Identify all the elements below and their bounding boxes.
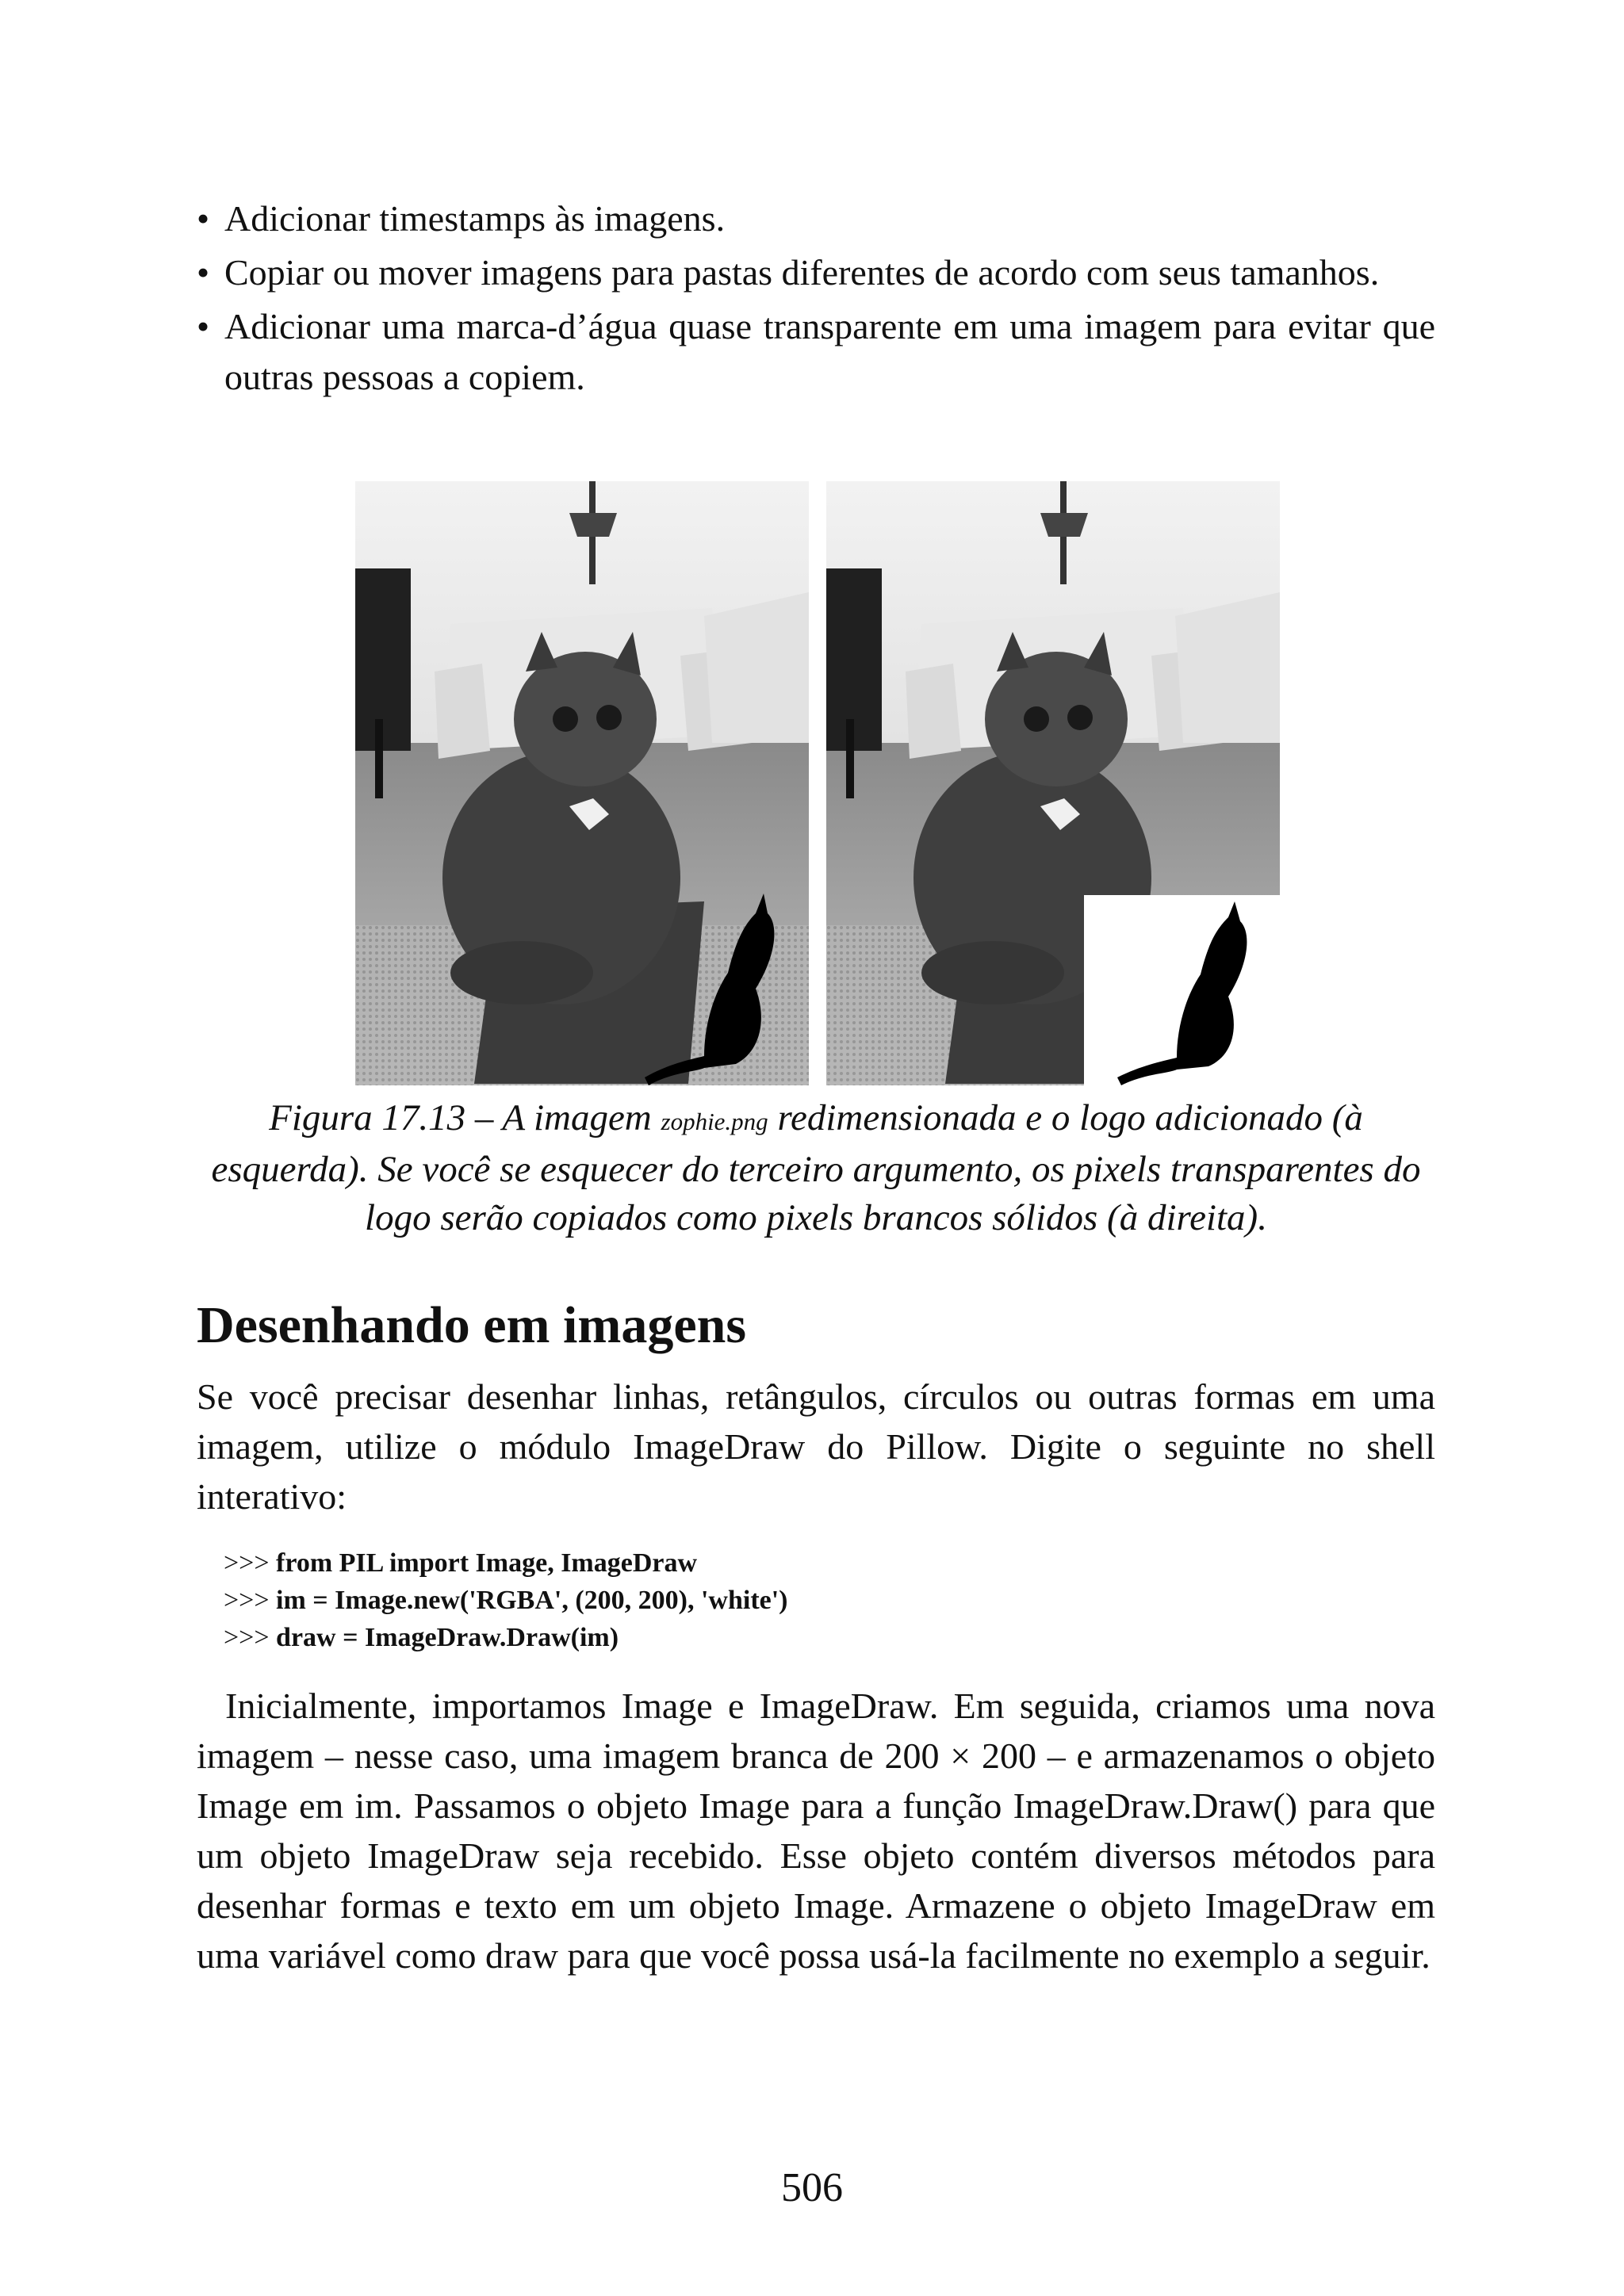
- cat-photo-with-white-logo-box: [826, 481, 1280, 1085]
- cat-photo-with-transparent-logo: [355, 481, 809, 1085]
- figure-caption: [197, 1094, 1435, 1242]
- caption-prefix: Figura 17.13 – A imagem: [269, 1097, 661, 1138]
- caption-suffix: redimensionada e o logo adicionado (à esquerda). Se você se esquecer do terceiro argumento, os pixels transparentes do logo serão copiados como pixels brancos sólidos (à direita).: [211, 1097, 1421, 1238]
- bullet-text: Adicionar timestamps às imagens.: [224, 198, 726, 239]
- bullet-marker: •: [197, 306, 210, 346]
- page-number: 506: [781, 2165, 843, 2210]
- bullet-marker: •: [197, 198, 210, 239]
- bullet-marker: •: [197, 252, 210, 293]
- bullet-item: [197, 247, 1435, 298]
- code-prompt: >>>: [224, 1548, 277, 1578]
- code-statement: from PIL import Image, ImageDraw: [276, 1548, 698, 1578]
- code-line: [224, 1582, 788, 1619]
- bullet-item: [197, 193, 1435, 244]
- body-paragraph: Inicialmente, importamos Image e ImageDraw. Em seguida, criamos uma nova imagem – nesse caso, uma imagem branca de 200 × 200 – e armazenamos o objeto Image em im. Passamos o objeto Image para a função ImageDraw.Draw() para que um objeto ImageDraw seja recebido. Esse objeto contém diversos métodos para desenhar formas e texto em um objeto Image. Armazene o objeto ImageDraw em uma variável como draw para que você possa usá-la facilmente no exemplo a seguir.: [197, 1686, 1435, 1976]
- figure-17-13: [355, 481, 1280, 1085]
- code-prompt: >>>: [224, 1586, 277, 1615]
- bullet-list: [197, 193, 1435, 406]
- code-prompt: >>>: [224, 1623, 277, 1652]
- intro-paragraph: Se você precisar desenhar linhas, retângulos, círculos ou outras formas em uma imagem, utilize o módulo ImageDraw do Pillow. Digite o seguinte no shell interativo:: [197, 1376, 1435, 1517]
- section-heading: Desenhando em imagens: [197, 1296, 747, 1354]
- code-line: [224, 1619, 788, 1656]
- caption-filename: zophie.png: [661, 1108, 768, 1135]
- bullet-item: [197, 301, 1435, 403]
- bullet-text: Adicionar uma marca-d’água quase transparente em uma imagem para evitar que outras pessoas a copiem.: [224, 306, 1435, 397]
- code-statement: draw = ImageDraw.Draw(im): [276, 1623, 619, 1652]
- bullet-text: Copiar ou mover imagens para pastas diferentes de acordo com seus tamanhos.: [224, 252, 1380, 293]
- code-block: [224, 1544, 788, 1656]
- code-line: [224, 1544, 788, 1582]
- code-statement: im = Image.new('RGBA', (200, 200), 'white'): [276, 1586, 788, 1615]
